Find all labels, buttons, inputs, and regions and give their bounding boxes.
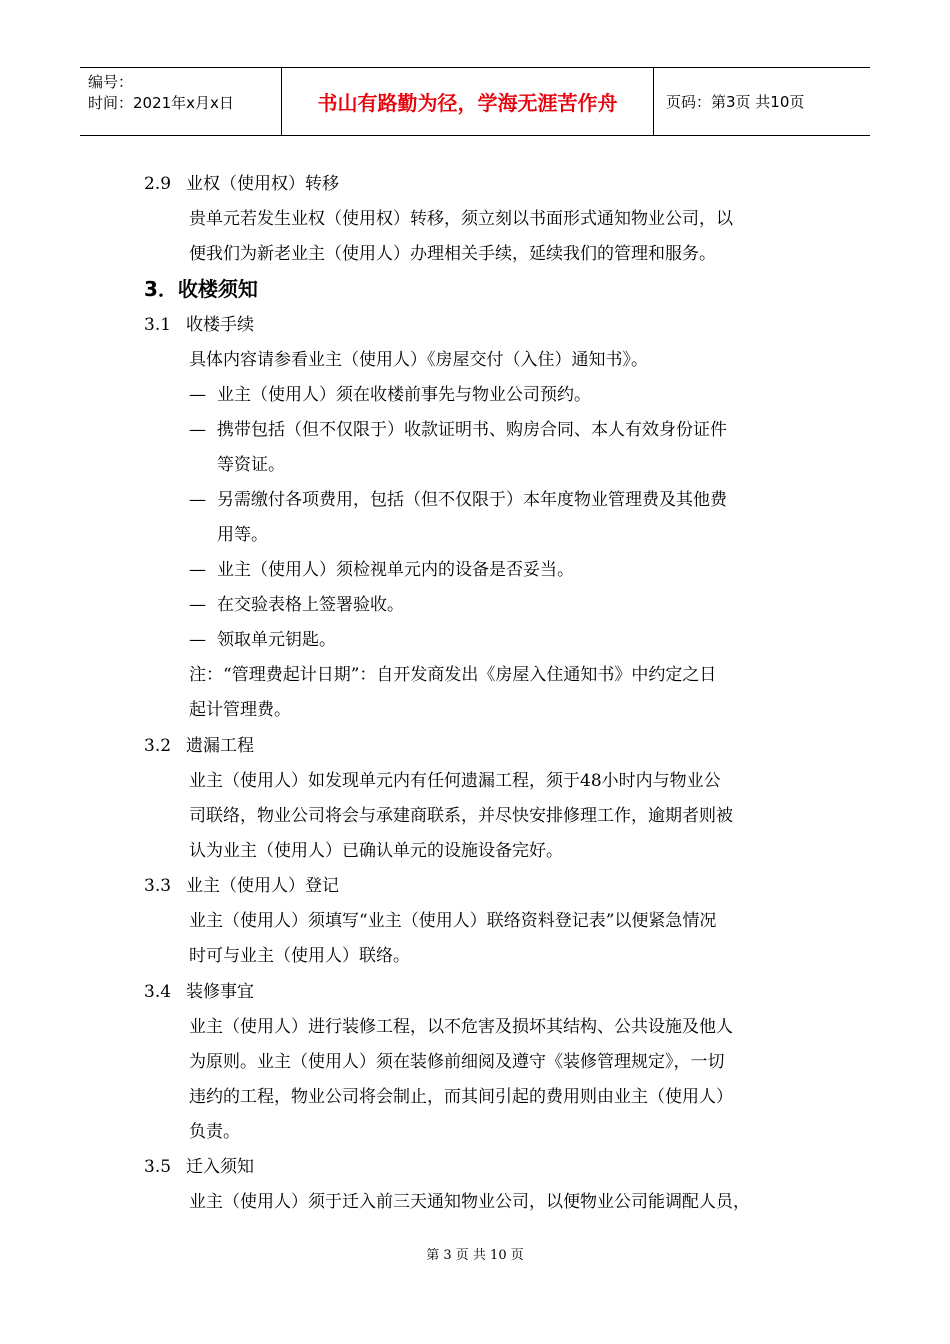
paragraph-line: 业主（使用人）进行装修工程，以不危害及损坏其结构、公共设施及他人 bbox=[189, 1017, 733, 1037]
dash-bullet: — bbox=[189, 560, 206, 580]
paragraph-line: 业主（使用人）须填写“业主（使用人）联络资料登记表”以便紧急情况 bbox=[189, 911, 717, 931]
list-item-text: 在交验表格上签署验收。 bbox=[217, 595, 404, 615]
paragraph-line: 便我们为新老业主（使用人）办理相关手续，延续我们的管理和服务。 bbox=[189, 244, 716, 264]
section-3-3-heading bbox=[144, 875, 339, 897]
time-label: 时间：2021年x月x日 bbox=[88, 94, 234, 112]
header-page-code: 页码：第3页 共10页 bbox=[666, 93, 805, 111]
list-item bbox=[189, 559, 574, 581]
dash-bullet: — bbox=[189, 385, 206, 405]
paragraph-line: 为原则。业主（使用人）须在装修前细阅及遵守《装修管理规定》，一切 bbox=[189, 1052, 725, 1072]
page-header bbox=[80, 67, 870, 136]
header-info-cell bbox=[80, 68, 282, 135]
section-title: 业主（使用人）登记 bbox=[186, 876, 339, 896]
section-number: 3.1 bbox=[144, 315, 172, 335]
section-2-9-heading bbox=[144, 173, 339, 195]
section-3-5-heading bbox=[144, 1156, 254, 1178]
list-item-text: 携带包括（但不仅限于）收款证明书、购房合同、本人有效身份证件 bbox=[217, 420, 727, 440]
dash-bullet: — bbox=[189, 630, 206, 650]
section-3-2-heading bbox=[144, 735, 254, 757]
list-item bbox=[189, 629, 336, 651]
paragraph-line: 负责。 bbox=[189, 1122, 240, 1142]
paragraph-line: 具体内容请参看业主（使用人）《房屋交付（入住）通知书》。 bbox=[189, 350, 648, 370]
list-item-text: 业主（使用人）须检视单元内的设备是否妥当。 bbox=[217, 560, 574, 580]
paragraph-line: 违约的工程，物业公司将会制止，而其间引起的费用则由业主（使用人） bbox=[189, 1087, 733, 1107]
list-item-continuation: 用等。 bbox=[217, 525, 268, 545]
section-title: 业权（使用权）转移 bbox=[186, 174, 339, 194]
paragraph-line: 认为业主（使用人）已确认单元的设施设备完好。 bbox=[189, 841, 563, 861]
paragraph-line: 业主（使用人）须于迁入前三天通知物业公司，以便物业公司能调配人员， bbox=[189, 1192, 750, 1212]
dash-bullet: — bbox=[189, 490, 206, 510]
section-3-1-heading bbox=[144, 314, 254, 336]
list-item-text: 另需缴付各项费用，包括（但不仅限于）本年度物业管理费及其他费 bbox=[217, 490, 727, 510]
section-number: 2.9 bbox=[144, 174, 172, 194]
section-number: 3.5 bbox=[144, 1157, 172, 1177]
dash-bullet: — bbox=[189, 420, 206, 440]
paragraph-line: 业主（使用人）如发现单元内有任何遗漏工程，须于48小时内与物业公 bbox=[189, 771, 721, 791]
header-motto: 书山有路勤为径，学海无涯苦作舟 bbox=[282, 68, 654, 135]
list-item-text: 领取单元钥匙。 bbox=[217, 630, 336, 650]
list-item-text: 业主（使用人）须在收楼前事先与物业公司预约。 bbox=[217, 385, 591, 405]
paragraph-line: 贵单元若发生业权（使用权）转移，须立刻以书面形式通知物业公司，以 bbox=[189, 209, 733, 229]
section-title: 遗漏工程 bbox=[186, 736, 254, 756]
section-number: 3.4 bbox=[144, 982, 172, 1002]
section-title: 迁入须知 bbox=[186, 1157, 254, 1177]
list-item-continuation: 等资证。 bbox=[217, 455, 285, 475]
list-item bbox=[189, 419, 727, 441]
section-number: 3.3 bbox=[144, 876, 172, 896]
paragraph-line: 司联络，物业公司将会与承建商联系，并尽快安排修理工作，逾期者则被 bbox=[189, 806, 733, 826]
dash-bullet: — bbox=[189, 595, 206, 615]
list-item bbox=[189, 384, 591, 406]
note-line: 起计管理费。 bbox=[189, 700, 291, 720]
section-3-4-heading bbox=[144, 981, 254, 1003]
serial-label: 编号： bbox=[88, 73, 134, 91]
list-item bbox=[189, 594, 404, 616]
section-title: 装修事宜 bbox=[186, 982, 254, 1002]
note-line: 注：“管理费起计日期”：自开发商发出《房屋入住通知书》中约定之日 bbox=[189, 665, 717, 685]
page-footer: 第 3 页 共 10 页 bbox=[426, 1248, 524, 1263]
section-number: 3.2 bbox=[144, 736, 172, 756]
chapter-heading: 3．收楼须知 bbox=[144, 277, 258, 301]
paragraph-line: 时可与业主（使用人）联络。 bbox=[189, 946, 410, 966]
section-title: 收楼手续 bbox=[186, 315, 254, 335]
list-item bbox=[189, 489, 727, 511]
